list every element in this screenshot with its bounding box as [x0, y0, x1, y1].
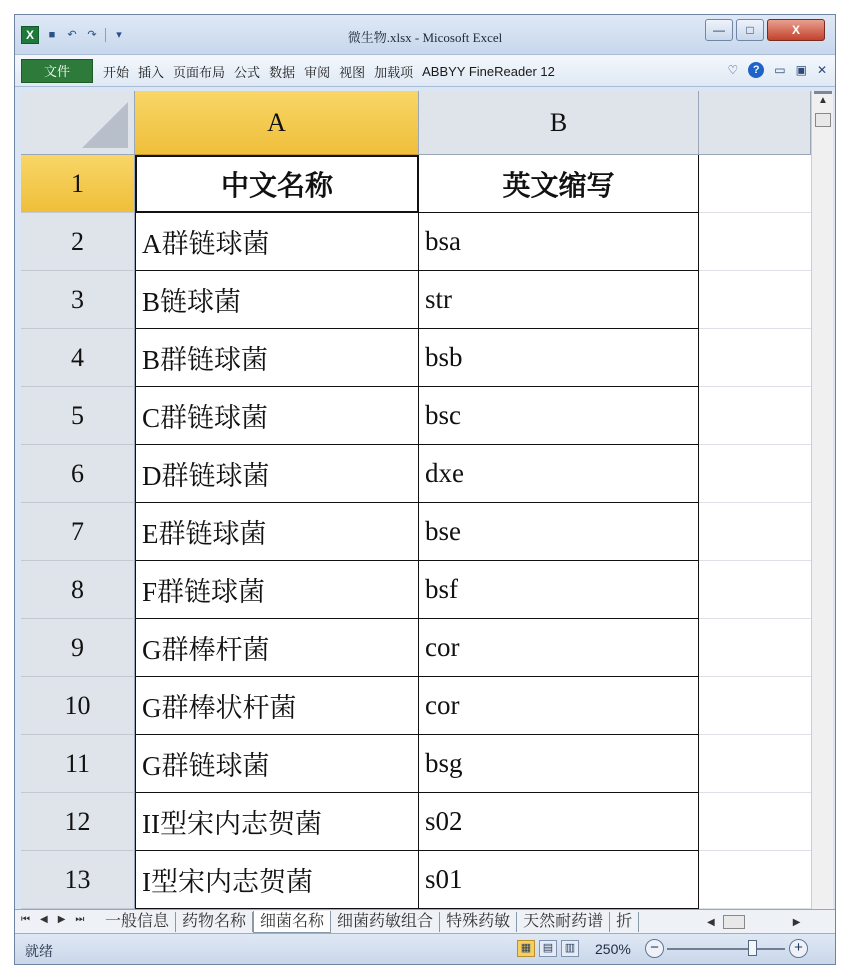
ribbon-tabs [15, 55, 835, 87]
scroll-up-icon[interactable]: ▲ [818, 95, 828, 106]
cell-a[interactable]: 中文名称 [135, 155, 419, 213]
sheet-tab[interactable]: 特殊药敏 [440, 912, 517, 932]
cell-b[interactable]: str [419, 271, 699, 329]
sheet-tab[interactable]: 天然耐药谱 [517, 912, 610, 932]
sheet-nav-icon[interactable]: ⏮ [21, 914, 30, 925]
sheet-tab[interactable]: 细菌药敏组合 [331, 912, 440, 932]
page-layout-view-icon[interactable]: ▤ [539, 940, 557, 957]
save-icon[interactable]: ■ [48, 29, 56, 41]
sheet-tab[interactable]: 折 [610, 912, 639, 932]
row-header[interactable]: 3 [21, 271, 135, 329]
row-header[interactable]: 4 [21, 329, 135, 387]
h-scroll-thumb[interactable] [723, 915, 745, 929]
sheet-nav-buttons [21, 914, 84, 925]
cell-b[interactable]: bsg [419, 735, 699, 793]
row-header[interactable]: 2 [21, 213, 135, 271]
zoom-level[interactable]: 250% [595, 941, 631, 957]
close-button[interactable]: X [767, 19, 825, 41]
ribbon-restore-icon[interactable]: ▣ [795, 63, 807, 77]
row-header[interactable]: 12 [21, 793, 135, 851]
cell-c[interactable] [699, 619, 811, 677]
page-break-view-icon[interactable]: ▥ [561, 940, 579, 957]
cell-c[interactable] [699, 387, 811, 445]
sheet-tabs [99, 910, 639, 933]
cell-a[interactable]: I型宋内志贺菌 [135, 851, 419, 909]
cell-c[interactable] [699, 329, 811, 387]
row-header[interactable]: 6 [21, 445, 135, 503]
zoom-slider[interactable] [667, 948, 785, 950]
minimize-button[interactable]: — [705, 19, 733, 41]
status-bar [15, 933, 835, 964]
cell-c[interactable] [699, 155, 811, 213]
cell-b[interactable]: cor [419, 619, 699, 677]
cell-b[interactable]: 英文缩写 [419, 155, 699, 213]
row-header[interactable]: 10 [21, 677, 135, 735]
cell-a[interactable]: G群棒状杆菌 [135, 677, 419, 735]
zoom-in-button[interactable]: + [789, 939, 808, 958]
ribbon-tab[interactable]: 开始 [103, 64, 130, 80]
cell-a[interactable]: B群链球菌 [135, 329, 419, 387]
cell-a[interactable]: B链球菌 [135, 271, 419, 329]
sheet-tab[interactable]: 细菌名称 [253, 911, 331, 933]
title-bar [15, 15, 835, 55]
ribbon-collapse-icon[interactable]: ♡ [727, 63, 739, 77]
cell-c[interactable] [699, 561, 811, 619]
column-header-a[interactable]: A [135, 91, 419, 155]
row-header[interactable]: 11 [21, 735, 135, 793]
sheet-nav-icon[interactable]: ▶ [57, 914, 66, 925]
cell-b[interactable]: bsf [419, 561, 699, 619]
zoom-slider-thumb[interactable] [748, 940, 757, 956]
ribbon-tab[interactable]: ABBYY FineReader 12 [422, 63, 555, 79]
cell-a[interactable]: C群链球菌 [135, 387, 419, 445]
view-buttons [517, 940, 579, 957]
cell-b[interactable]: s01 [419, 851, 699, 909]
help-icon[interactable]: ? [748, 62, 764, 78]
ribbon-tab[interactable]: 插入 [138, 64, 165, 80]
row-header[interactable]: 1 [21, 155, 135, 213]
cell-b[interactable]: cor [419, 677, 699, 735]
sheet-nav-icon[interactable]: ◀ [40, 914, 48, 925]
ribbon-tab[interactable]: 视图 [339, 64, 366, 80]
cell-a[interactable]: D群链球菌 [135, 445, 419, 503]
horizontal-scrollbar[interactable] [707, 914, 827, 930]
scroll-right-icon[interactable]: ▶ [792, 916, 801, 928]
cell-a[interactable]: G群链球菌 [135, 735, 419, 793]
split-handle[interactable] [814, 91, 832, 94]
cell-c[interactable] [699, 445, 811, 503]
select-all-triangle-icon [82, 102, 128, 148]
sheet-tab[interactable]: 药物名称 [176, 912, 253, 932]
ribbon-close-icon[interactable]: ✕ [816, 63, 827, 77]
file-tab[interactable]: 文件 [21, 59, 93, 83]
customize-icon[interactable]: ▾ [116, 29, 122, 41]
cell-a[interactable]: II型宋内志贺菌 [135, 793, 419, 851]
cell-b[interactable]: bse [419, 503, 699, 561]
cell-b[interactable]: s02 [419, 793, 699, 851]
select-all-corner[interactable] [21, 91, 135, 155]
cell-c[interactable] [699, 213, 811, 271]
ribbon-tab[interactable]: 页面布局 [173, 64, 226, 80]
ribbon-minimize-icon[interactable]: ▭ [774, 63, 786, 77]
cell-c[interactable] [699, 851, 811, 909]
redo-icon[interactable]: ↷ [87, 29, 97, 41]
cell-c[interactable] [699, 503, 811, 561]
cell-c[interactable] [699, 271, 811, 329]
vertical-scrollbar[interactable] [811, 91, 833, 909]
row-header[interactable]: 8 [21, 561, 135, 619]
cell-c[interactable] [699, 793, 811, 851]
cell-a[interactable]: A群链球菌 [135, 213, 419, 271]
column-header-b[interactable]: B [419, 91, 699, 155]
row-header[interactable]: 5 [21, 387, 135, 445]
cell-c[interactable] [699, 735, 811, 793]
cell-b[interactable]: bsb [419, 329, 699, 387]
ribbon-tab[interactable]: 数据 [269, 64, 296, 80]
row-header[interactable]: 13 [21, 851, 135, 909]
scroll-left-icon[interactable]: ◀ [707, 916, 715, 928]
ribbon-tab-list [103, 55, 564, 87]
cell-a[interactable]: F群链球菌 [135, 561, 419, 619]
cell-b[interactable]: dxe [419, 445, 699, 503]
cell-a[interactable]: G群棒杆菌 [135, 619, 419, 677]
undo-icon[interactable]: ↶ [67, 29, 77, 41]
window-title: 微生物.xlsx - Micosoft Excel [347, 30, 503, 45]
status-ready: 就绪 [25, 943, 53, 959]
ribbon-tab[interactable]: 加载项 [374, 64, 414, 80]
ribbon-tab[interactable]: 公式 [234, 64, 261, 80]
cell-a[interactable]: E群链球菌 [135, 503, 419, 561]
scroll-thumb[interactable] [815, 113, 831, 127]
sheet-nav-icon[interactable]: ⏭ [75, 914, 85, 925]
cell-b[interactable]: bsa [419, 213, 699, 271]
cell-b[interactable]: bsc [419, 387, 699, 445]
normal-view-icon[interactable]: ▦ [517, 940, 535, 957]
sheet-tab-bar [15, 909, 835, 933]
maximize-button[interactable]: □ [736, 19, 764, 41]
cell-c[interactable] [699, 677, 811, 735]
zoom-out-button[interactable]: − [645, 939, 664, 958]
sheet-tab[interactable]: 一般信息 [99, 912, 176, 932]
ribbon-tab[interactable]: 审阅 [304, 64, 331, 80]
ribbon-right-controls [727, 62, 827, 78]
excel-window [14, 14, 836, 965]
row-header[interactable]: 7 [21, 503, 135, 561]
worksheet-grid[interactable] [21, 91, 811, 909]
excel-logo-icon[interactable]: X [21, 26, 39, 44]
row-header[interactable]: 9 [21, 619, 135, 677]
column-header-c[interactable] [699, 91, 811, 155]
